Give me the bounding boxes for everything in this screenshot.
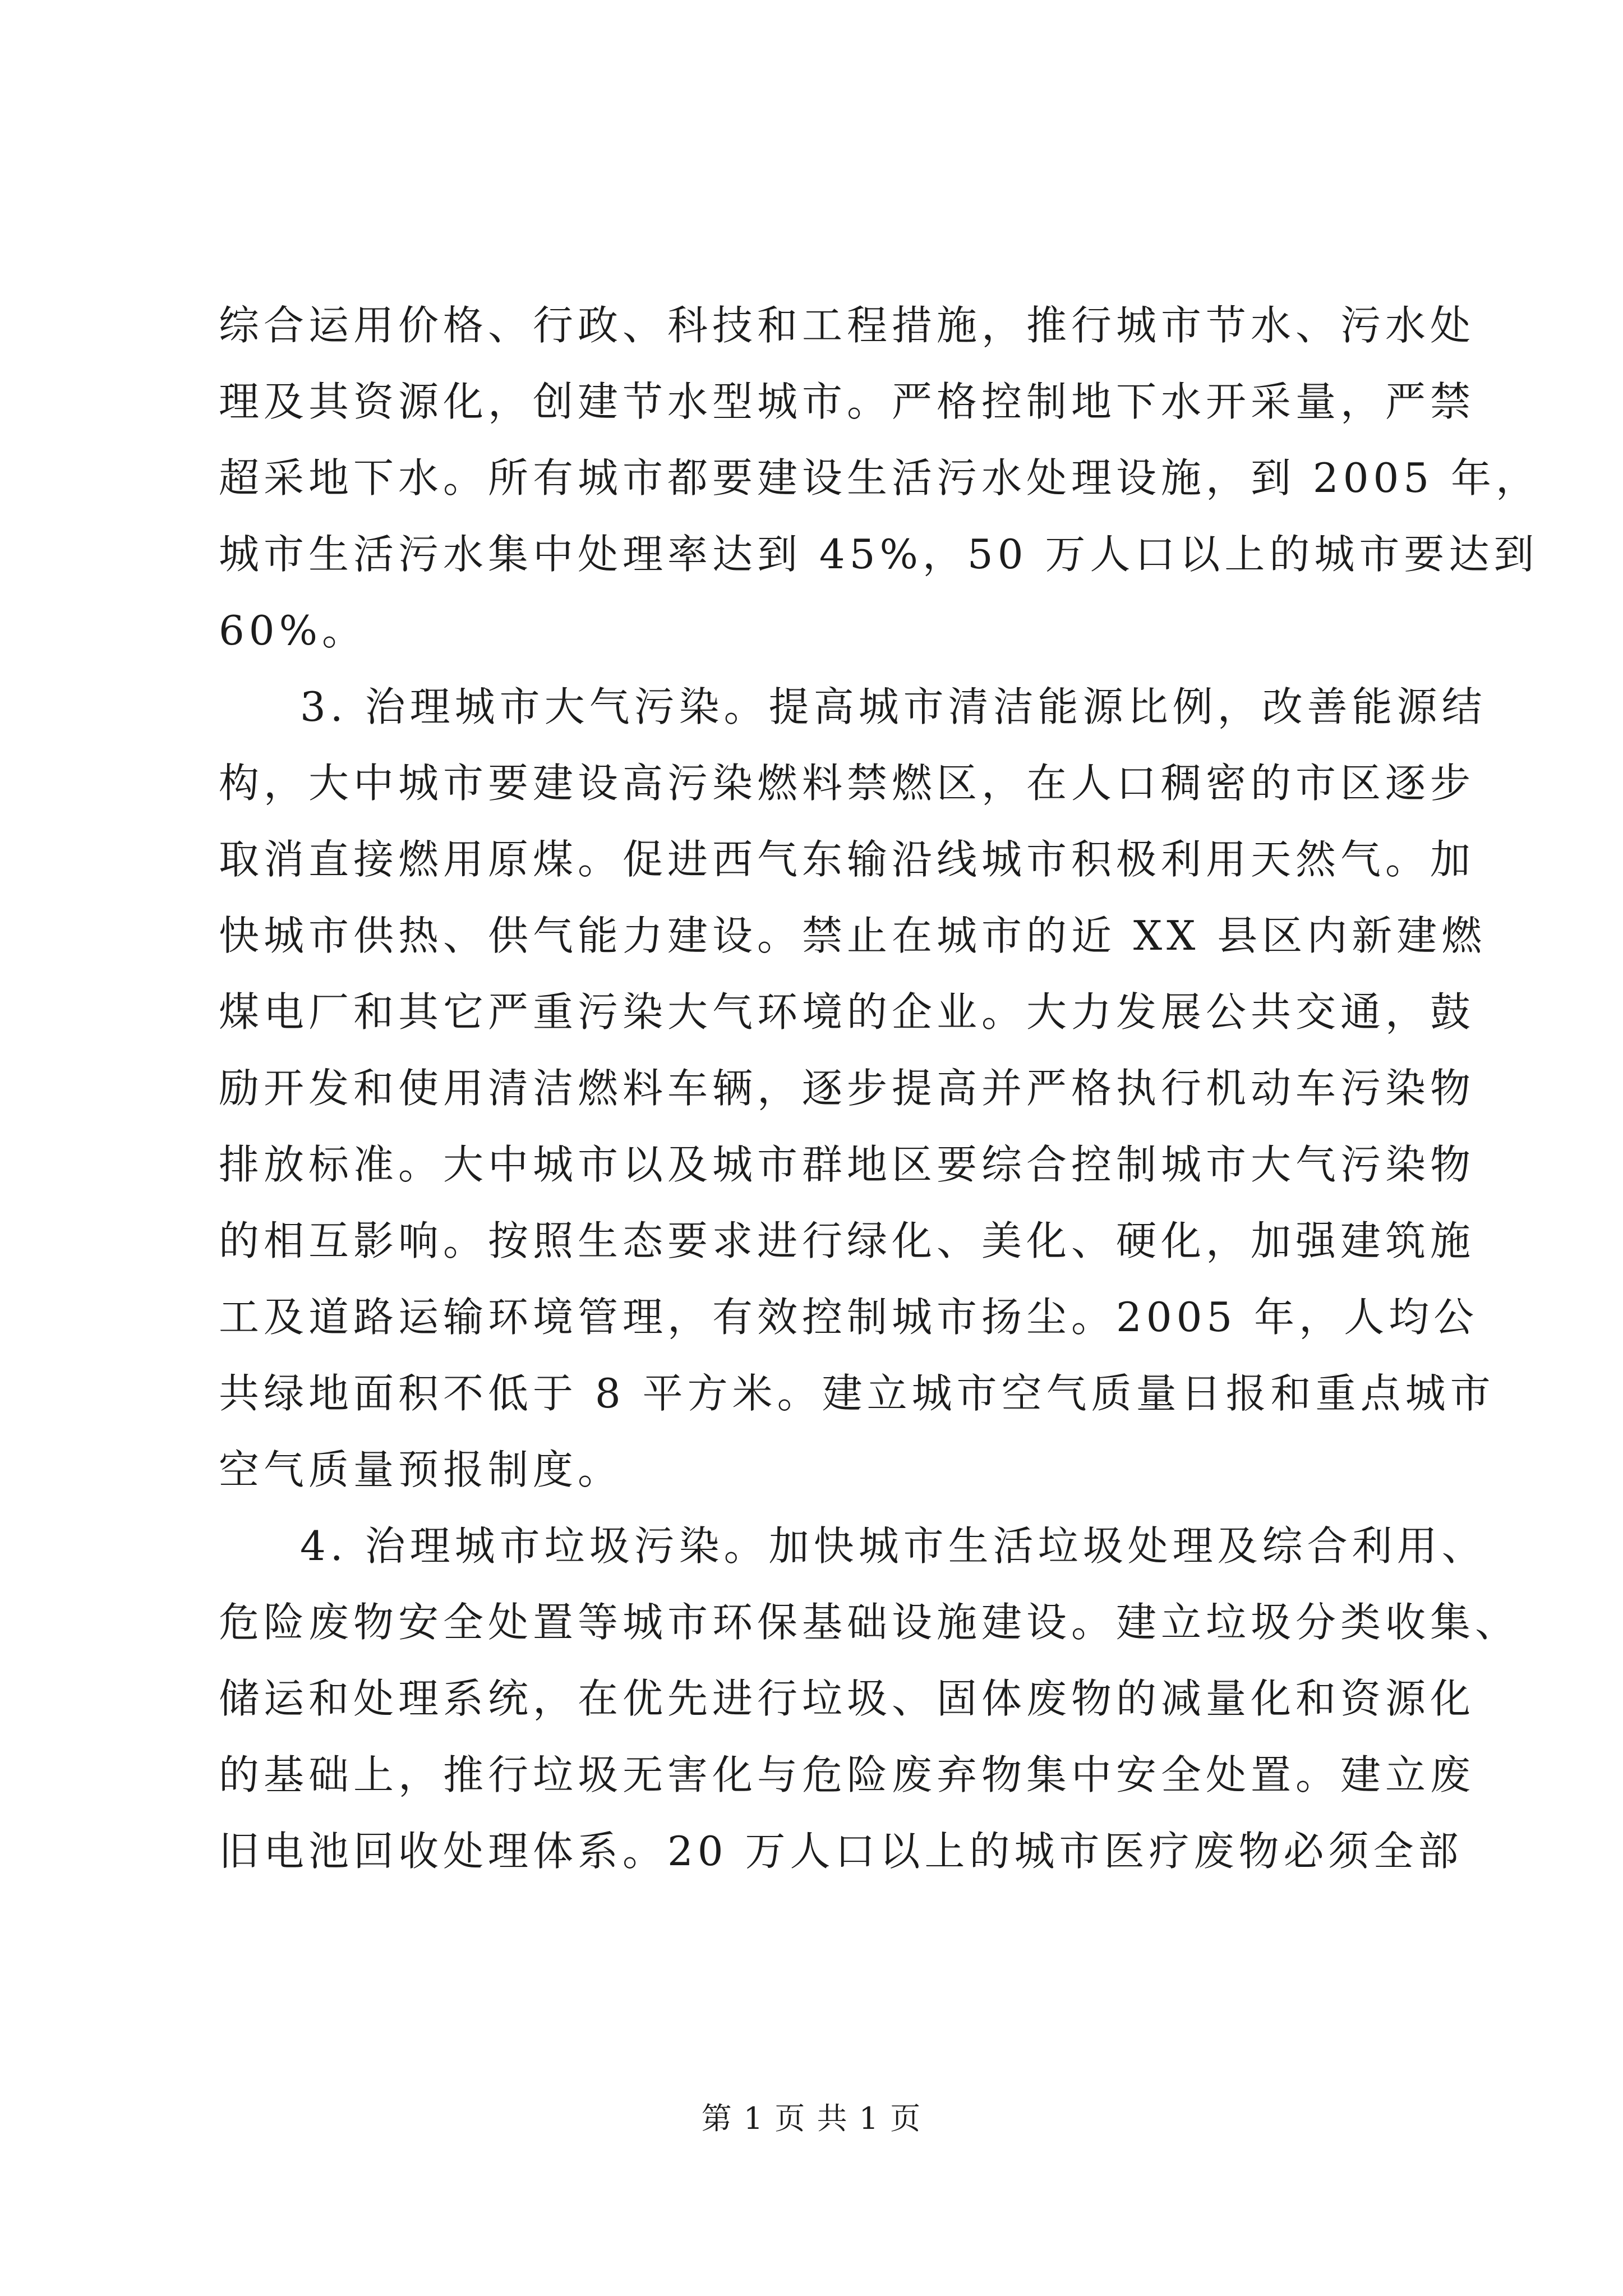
text-line: 超采地下水。所有城市都要建设生活污水处理设施，到 2005 年， — [219, 454, 1541, 501]
text-line: 城市生活污水集中处理率达到 45%，50 万人口以上的城市要达到 — [219, 531, 1539, 578]
text-line: 的基础上，推行垃圾无害化与危险废弃物集中安全处置。建立废 — [219, 1751, 1476, 1798]
text-line: 4. 治理城市垃圾污染。加快城市生活垃圾处理及综合利用、 — [300, 1522, 1487, 1570]
text-line: 危险废物安全处置等城市环保基础设施建设。建立垃圾分类收集、 — [219, 1599, 1520, 1646]
text-line: 空气质量预报制度。 — [219, 1446, 623, 1493]
text-line: 储运和处理系统，在优先进行垃圾、固体废物的减量化和资源化 — [219, 1675, 1476, 1722]
text-line: 3. 治理城市大气污染。提高城市清洁能源比例，改善能源结 — [300, 683, 1487, 730]
text-line: 取消直接燃用原煤。促进西气东输沿线城市积极利用天然气。加 — [219, 836, 1476, 883]
page-footer: 第 1 页 共 1 页 — [701, 2101, 922, 2136]
text-line: 排放标准。大中城市以及城市群地区要综合控制城市大气污染物 — [219, 1141, 1476, 1188]
text-line: 旧电池回收处理体系。20 万人口以上的城市医疗废物必须全部 — [219, 1828, 1463, 1875]
text-line: 共绿地面积不低于 8 平方米。建立城市空气质量日报和重点城市 — [219, 1370, 1495, 1417]
text-line: 60%。 — [219, 607, 367, 654]
text-line: 煤电厂和其它严重污染大气环境的企业。大力发展公共交通，鼓 — [219, 988, 1476, 1036]
document-body — [219, 287, 1541, 1889]
text-line: 快城市供热、供气能力建设。禁止在城市的近 XX 县区内新建燃 — [219, 912, 1487, 959]
text-line: 励开发和使用清洁燃料车辆，逐步提高并严格执行机动车污染物 — [219, 1065, 1476, 1112]
text-line: 的相互影响。按照生态要求进行绿化、美化、硬化，加强建筑施 — [219, 1217, 1476, 1264]
text-line: 理及其资源化，创建节水型城市。严格控制地下水开采量，严禁 — [219, 378, 1476, 425]
text-line: 综合运用价格、行政、科技和工程措施，推行城市节水、污水处 — [219, 302, 1476, 349]
text-line: 构，大中城市要建设高污染燃料禁燃区，在人口稠密的市区逐步 — [219, 760, 1476, 807]
text-line: 工及道路运输环境管理，有效控制城市扬尘。2005 年，人均公 — [219, 1294, 1479, 1341]
